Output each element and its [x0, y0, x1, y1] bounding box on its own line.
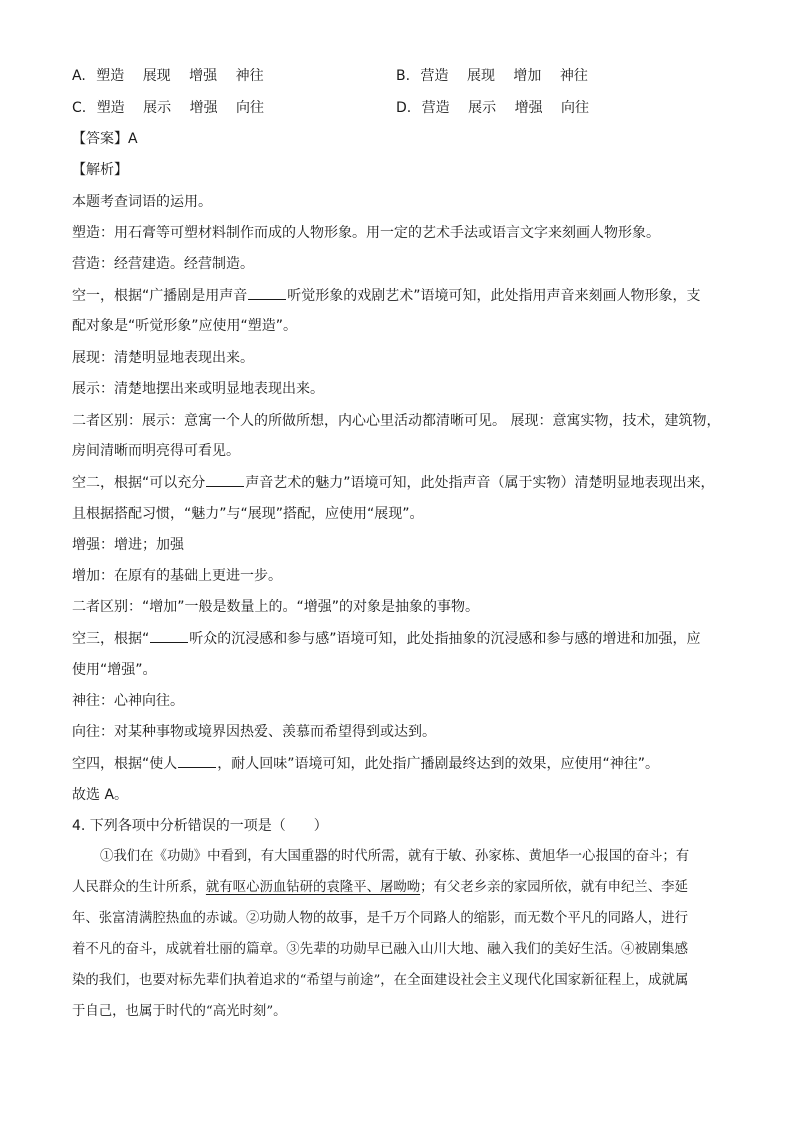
analysis-line [72, 473, 715, 493]
analysis-line: 增加：在原有的基础上更进一步。 [72, 568, 282, 584]
analysis-line: 神往：心神向往。 [72, 693, 184, 709]
question-4-stem: 4. 下列各项中分析错误的一项是（ ） [72, 818, 328, 834]
text-segment: 空三，根据“ [72, 631, 150, 647]
option-word: 增加 [513, 68, 542, 84]
underlined-segment: 就有呕心沥血钻研的袁隆平、屠呦呦 [205, 880, 421, 895]
option-letter: A. [72, 68, 86, 84]
option-word: 展现 [466, 68, 495, 84]
analysis-line: 塑造：用石膏等可塑材料制作而成的人物形象。用一定的艺术手法或语言文字来刻画人物形象。 [72, 225, 660, 241]
option-a [72, 66, 278, 86]
answer-line: 【答案】A [72, 131, 138, 147]
fill-blank [150, 630, 188, 643]
analysis-line: 向往：对某种事物或境界因热爱、羡慕而希望得到或达到。 [72, 724, 436, 740]
analysis-line: 本题考查词语的运用。 [72, 194, 212, 210]
option-b [396, 66, 602, 86]
option-d [396, 98, 603, 118]
analysis-line: 且根据搭配习惯，“魅力”与“展现”搭配，应使用“展现”。 [72, 506, 424, 522]
text-segment: 听觉形象的戏剧艺术”语境可知，此处指用声音来刻画人物形象，支 [287, 288, 701, 304]
analysis-line [72, 754, 659, 774]
option-word: 神往 [235, 68, 264, 84]
option-word: 营造 [421, 100, 450, 116]
option-word: 增强 [514, 100, 543, 116]
option-letter: C. [72, 100, 87, 116]
option-word: 展示 [468, 100, 497, 116]
option-c [72, 98, 278, 118]
option-word: 神往 [559, 68, 588, 84]
analysis-line: 营造：经营建造。经营制造。 [72, 256, 254, 272]
options-row-ab [72, 66, 732, 86]
fill-blank [248, 287, 286, 300]
analysis-line: 故选 A。 [72, 787, 129, 803]
analysis-line: 展现：清楚明显地表现出来。 [72, 350, 254, 366]
passage-line [72, 878, 736, 898]
passage-line: 于自己，也属于时代的“高光时刻”。 [72, 1004, 287, 1019]
option-letter: D. [396, 100, 412, 116]
analysis-line: 房间清晰而明亮得可看见。 [72, 443, 240, 459]
text-segment: 空一，根据“广播剧是用声音 [72, 288, 248, 304]
text-segment: 空四，根据“使人 [72, 756, 178, 772]
analysis-heading: 【解析】 [72, 162, 128, 178]
option-word: 展现 [142, 68, 171, 84]
option-word: 向往 [561, 100, 590, 116]
passage-line: 着不凡的奋斗，成就着壮丽的篇章。③先辈的功勋早已融入山川大地、融入我们的美好生活。④被剧集感 [72, 942, 688, 957]
passage-line: ①我们在《功勋》中看到，有大国重器的时代所需，就有于敏、孙家栋、黄旭华一心报国的奋斗；有 [100, 849, 690, 864]
analysis-line [72, 629, 701, 649]
passage-line: 年、张富清满腔热血的赤诚。②功勋人物的故事，是千万个同路人的缩影，而无数个平凡的同路人，进行 [72, 911, 688, 926]
option-word: 营造 [420, 68, 449, 84]
analysis-line: 二者区别：展示：意寓一个人的所做所想，内心心里活动都清晰可见。 展现：意寓实物，技术，建筑物， [72, 413, 721, 429]
text-segment: 声音艺术的魅力”语境可知，此处指声音（属于实物）清楚明显地表现出来， [245, 475, 715, 491]
option-word: 展示 [143, 100, 172, 116]
text-segment: ；有父老乡亲的家园所依，就有申纪兰、李延 [420, 880, 688, 895]
option-word: 塑造 [96, 100, 125, 116]
text-segment: ，耐人回味”语境可知，此处指广播剧最终达到的效果，应使用“神往”。 [217, 756, 660, 772]
option-word: 塑造 [96, 68, 125, 84]
option-word: 增强 [189, 68, 218, 84]
fill-blank [206, 474, 244, 487]
text-segment: 听众的沉浸感和参与感”语境可知，此处指抽象的沉浸感和参与感的增进和加强，应 [189, 631, 701, 647]
fill-blank [178, 755, 216, 768]
analysis-line: 使用“增强”。 [72, 662, 157, 678]
analysis-line: 配对象是“听觉形象”应使用“塑造”。 [72, 318, 298, 334]
analysis-line: 展示：清楚地摆出来或明显地表现出来。 [72, 381, 324, 397]
analysis-line: 二者区别：“增加”一般是数量上的。“增强”的对象是抽象的事物。 [72, 599, 480, 615]
analysis-line [72, 286, 701, 306]
options-row-cd [72, 98, 732, 118]
analysis-line: 增强：增进；加强 [72, 537, 184, 553]
passage-line: 染的我们，也要对标先辈们执着追求的“希望与前途”，在全面建设社会主义现代化国家新征程上，成就属 [72, 973, 689, 988]
text-segment: 人民群众的生计所系， [72, 880, 206, 895]
text-segment: 空二，根据“可以充分 [72, 475, 206, 491]
option-letter: B. [396, 68, 411, 84]
option-word: 增强 [189, 100, 218, 116]
option-word: 向往 [236, 100, 265, 116]
